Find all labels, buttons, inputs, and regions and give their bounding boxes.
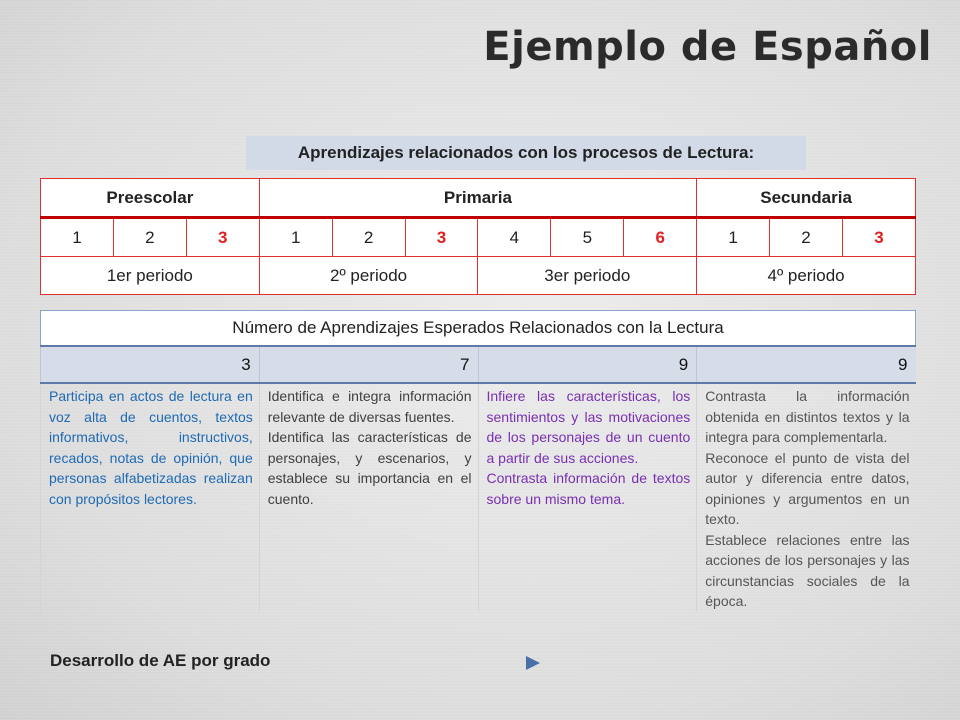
period-cell: 2º periodo — [259, 257, 478, 295]
period-cell: 3er periodo — [478, 257, 697, 295]
levels-table — [40, 178, 916, 295]
learning-header: Número de Aprendizajes Esperados Relacionados con la Lectura — [41, 311, 916, 347]
page-title: Ejemplo de Español — [483, 24, 932, 70]
grades-row — [41, 218, 916, 257]
periods-row — [41, 257, 916, 295]
grade-cell: 2 — [332, 218, 405, 257]
count-cell: 3 — [41, 346, 260, 383]
description-cell: Contrasta la información obtenida en distintos textos y la integra para complementarla. Reconoce el punto de vista del autor y diferencia entre datos, opiniones y argumentos en un texto. Establece relaciones entre las acciones de los personajes y las circunstancias sociales de la época. — [697, 383, 916, 612]
level-secundaria: Secundaria — [697, 179, 916, 218]
level-preescolar: Preescolar — [41, 179, 260, 218]
count-cell: 7 — [259, 346, 478, 383]
description-cell: Participa en actos de lectura en voz alta de cuentos, textos informativos, instructivos, recados, notas de opinión, que personas alfabetizadas realizan con propósitos lectores. — [41, 383, 260, 612]
grade-cell: 3 — [186, 218, 259, 257]
period-cell: 4º periodo — [697, 257, 916, 295]
grade-cell: 1 — [697, 218, 770, 257]
period-cell: 1er periodo — [41, 257, 260, 295]
level-primaria: Primaria — [259, 179, 696, 218]
grade-cell: 1 — [41, 218, 114, 257]
grade-cell: 2 — [770, 218, 843, 257]
levels-header-row — [41, 179, 916, 218]
grade-cell: 4 — [478, 218, 551, 257]
counts-row — [41, 346, 916, 383]
grade-cell: 2 — [113, 218, 186, 257]
grade-cell: 1 — [259, 218, 332, 257]
grade-cell: 5 — [551, 218, 624, 257]
grade-cell: 3 — [842, 218, 915, 257]
learning-header-row — [41, 311, 916, 347]
learning-table — [40, 310, 916, 612]
count-cell: 9 — [697, 346, 916, 383]
grade-cell: 6 — [624, 218, 697, 257]
description-cell: Infiere las características, los sentimientos y las motivaciones de los personajes de un cuento a partir de sus acciones. Contrasta información de textos sobre un mismo tema. — [478, 383, 697, 612]
descriptions-row — [41, 383, 916, 612]
count-cell: 9 — [478, 346, 697, 383]
grade-cell: 3 — [405, 218, 478, 257]
section-subtitle: Aprendizajes relacionados con los procesos de Lectura: — [246, 136, 806, 170]
description-cell: Identifica e integra información relevante de diversas fuentes. Identifica las características de personajes, y escenarios, y establece su importancia en el cuento. — [259, 383, 478, 612]
footer-label: Desarrollo de AE por grado — [50, 651, 271, 670]
arrow-right-icon — [332, 650, 544, 678]
